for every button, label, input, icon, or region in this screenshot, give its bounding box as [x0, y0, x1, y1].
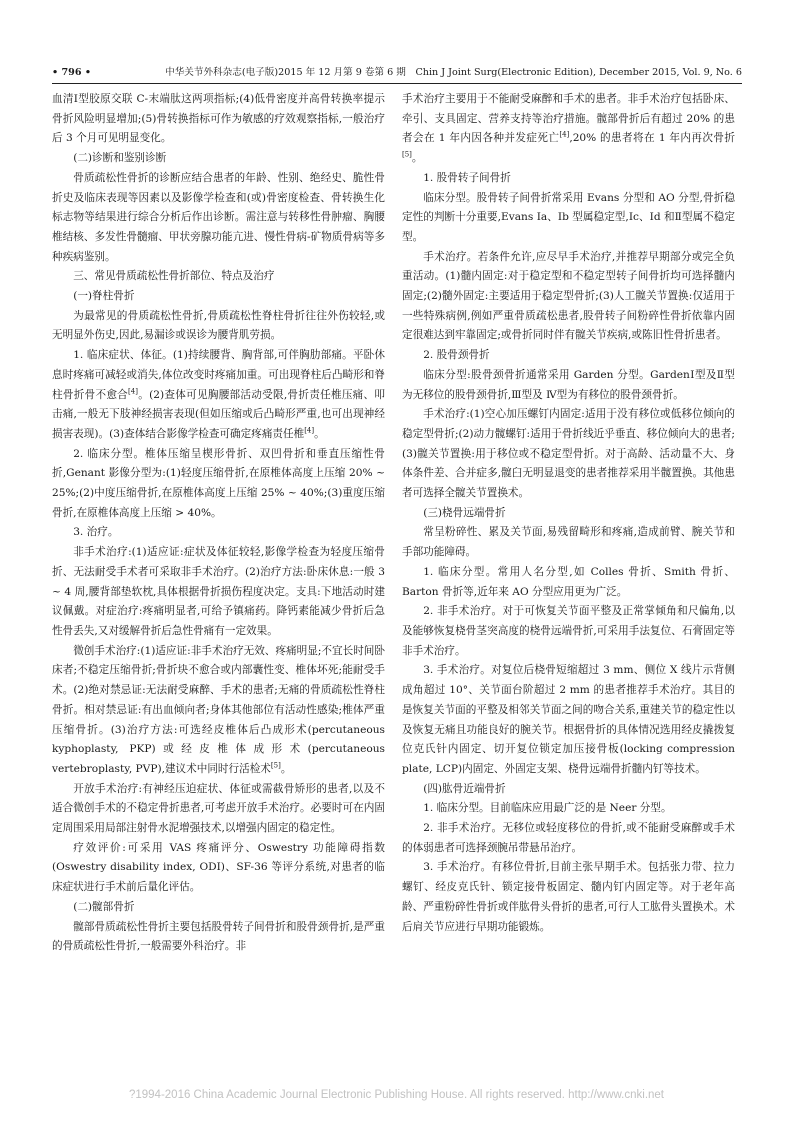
paragraph: 骨质疏松性骨折的诊断应结合患者的年龄、性别、绝经史、脆性骨折史及临床表现等因素以及影像学检查和(或)骨密度检查、骨转换生化标志物等结果进行综合分析后作出诊断。需注意与转移性骨肿瘤、胸腰椎结核、多发性骨髓瘤、甲状旁腺功能亢进、慢性骨病-矿物质骨病等多种疾病鉴别。: [52, 171, 385, 263]
text-run: ,20% 的患者将在 1 年内再次骨折: [569, 132, 735, 145]
citation: [5]: [402, 150, 412, 159]
paragraph: 为最常见的骨质疏松性骨折,骨质疏松性脊柱骨折往往外伤较轻,或无明显外伤史,因此,易漏诊或误诊为腰背肌劳损。: [52, 309, 385, 342]
paragraph: 3. 治疗。: [73, 526, 119, 539]
left-column: [52, 90, 385, 957]
paragraph: 2. 临床分型。椎体压缩呈楔形骨折、双凹骨折和垂直压缩性骨折,Genant 影像分型为:(1)轻度压缩骨折,在原椎体高度上压缩 20% ~ 25%;(2)中度压缩骨折,在原椎体高度上压缩 25% ~ 40%;(3)重度压缩骨折,在原椎体高度上压缩 > 40%。: [52, 447, 385, 519]
paragraph: 手术治疗:(1)空心加压螺钉内固定:适用于没有移位或低移位倾向的稳定型骨折;(2)动力髋螺钉:适用于骨折线近乎垂直、移位倾向大的患者;(3)髋关节置换:用于移位或不稳定型骨折。对于高龄、活动量不大、身体条件差、合并症多,髋臼无明显退变的患者推荐采用半髋置换。其他患者可选择全髋关节置换术。: [402, 408, 735, 500]
citation: [4]: [559, 130, 570, 139]
section-heading: (二)髋部骨折: [73, 900, 135, 913]
text-run: 。: [314, 427, 325, 440]
text-run: 1. 临床症状、体征。(1)持续腰背、胸背部,可伴胸肋部痛。平卧休息时疼痛可减轻或消失,体位改变时疼痛加重。可出现脊柱后凸畸形和脊柱骨折骨不愈合: [52, 349, 385, 401]
citation: [4]: [304, 426, 315, 435]
paragraph: [52, 642, 385, 780]
paragraph: 1. 临床分型。常用人名分型,如 Colles 骨折、Smith 骨折、Barton 骨折等,近年来 AO 分型应用更为广泛。: [402, 565, 735, 598]
right-column: [402, 90, 735, 937]
section-heading: (一)脊柱骨折: [73, 290, 135, 303]
citation: [4]: [128, 387, 138, 396]
paragraph: 1. 临床分型。目前临床应用最广泛的是 Neer 分型。: [423, 802, 672, 815]
section-heading: 三、常见骨质疏松性骨折部位、特点及治疗: [73, 270, 275, 283]
paragraph: 手术治疗。若条件允许,应尽早手术治疗,并推荐早期部分或完全负重活动。(1)髓内固定:对于稳定型和不稳定型转子间骨折均可选择髓内固定;(2)髓外固定:主要适用于稳定型骨折;(3)人工髋关节置换:仅适用于一些特殊病例,例如严重骨质疏松患者,股骨转子间粉碎性骨折依靠内固定很难达到牢靠固定;或骨折同时伴有髋关节疾病,或陈旧性骨折患者。: [402, 250, 735, 342]
text-run: 手术治疗主要用于不能耐受麻醉和手术的患者。非手术治疗包括卧床、牵引、支具固定、营养支持等治疗措施。髋部骨折后有超过 20% 的患者会在 1 年内因各种并发症死亡: [402, 93, 735, 145]
section-heading: (二)诊断和鉴别诊断: [73, 152, 167, 165]
page-number: • 796 •: [52, 67, 91, 78]
section-heading: (三)桡骨远端骨折: [423, 506, 506, 519]
paragraph: 3. 手术治疗。有移位骨折,目前主张早期手术。包括张力带、拉力螺钉、经皮克氏针、锁定接骨板固定、髓内钉内固定等。对于老年高龄、严重粉碎性骨折或伴肱骨头骨折的患者,可行人工肱骨头置换术。术后肩关节应进行早期功能锻炼。: [402, 861, 735, 933]
citation: [5]: [270, 761, 281, 770]
paragraph: 临床分型:股骨颈骨折通常采用 Garden 分型。GardenⅠ型及Ⅱ型为无移位的股骨颈骨折,Ⅲ型及 Ⅳ型为有移位的股骨颈骨折。: [402, 368, 735, 401]
paragraph: [402, 90, 735, 169]
text-run: 。: [411, 152, 423, 165]
page-header: [52, 64, 742, 82]
paragraph: [52, 346, 385, 445]
paragraph: 3. 手术治疗。对复位后桡骨短缩超过 3 mm、侧位 X 线片示背侧成角超过 10°、关节面台阶超过 2 mm 的患者推荐手术治疗。其目的是恢复关节面的平整及相邻关节面之间的吻合关系,重建关节的稳定性以及恢复无痛且功能良好的腕关节。根据骨折的具体情况选用经皮撬拨复位克氏针内固定、切开复位锁定加压接骨板(locking compression plate, LCP)内固定、外固定支架、桡骨远端骨折髓内钉等技术。: [402, 664, 735, 775]
header-rule: [52, 83, 742, 84]
section-heading: 2. 股骨颈骨折: [423, 349, 490, 362]
paragraph: 疗效评价:可采用 VAS 疼痛评分、Oswestry 功能障碍指数(Oswestry disability index, ODI)、SF-36 等评分系统,对患者的临床症状进行手术前后量化评估。: [52, 841, 385, 894]
paragraph: 非手术治疗:(1)适应证:症状及体征较轻,影像学检查为轻度压缩骨折、无法耐受手术者可采取非手术治疗。(2)治疗方法:卧床休息:一般 3 ~ 4 周,腰背部垫软枕,具体根据骨折损伤程度决定。支具:下地活动时建议佩戴。对症治疗:疼痛明显者,可给予镇痛药。降钙素能减少骨折后急性骨丢失,又对缓解骨折后急性骨痛有一定效果。: [52, 546, 385, 637]
copyright-footer: ?1994-2016 China Academic Journal Electronic Publishing House. All rights reserved. http://www.cnki.net: [128, 1089, 665, 1101]
text-run: 。: [280, 762, 292, 775]
paragraph: 临床分型。股骨转子间骨折常采用 Evans 分型和 AO 分型,骨折稳定性的判断十分重要,Evans Ⅰa、Ⅰb 型属稳定型,Ⅰc、Ⅰd 和Ⅱ型属不稳定型。: [402, 191, 735, 243]
paragraph: 2. 非手术治疗。无移位或轻度移位的骨折,或不能耐受麻醉或手术的体弱患者可选择颈腕吊带悬吊治疗。: [402, 822, 735, 854]
section-heading: 1. 股骨转子间骨折: [423, 171, 511, 184]
text-run: 微创手术治疗:(1)适应证:非手术治疗无效、疼痛明显;不宜长时间卧床者;不稳定压缩骨折;骨折块不愈合或内部囊性变、椎体坏死;能耐受手术。(2)绝对禁忌证:无法耐受麻醉、手术的患者;无痛的骨质疏松性脊柱骨折。相对禁忌证:有出血倾向者;身体其他部位有活动性感染;椎体严重压缩骨折。(3)治疗方法:可选经皮椎体后凸成形术(percutaneous kyphoplasty, PKP)或经皮椎体成形术(percutaneous vertebroplasty, PVP),建议术中同时行活检术: [52, 644, 385, 775]
paragraph: 髋部骨质疏松性骨折主要包括股骨转子间骨折和股骨颈骨折,是严重的骨质疏松性骨折,一般需要外科治疗。非: [52, 920, 385, 953]
running-title: 中华关节外科杂志(电子版)2015 年 12 月第 9 卷第 6 期 Chin J Joint Surg(Electronic Edition), December 2015, Vol. 9, No. 6: [165, 67, 742, 78]
section-heading: (四)肱骨近端骨折: [423, 782, 506, 795]
paragraph: 开放手术治疗:有神经压迫症状、体征或需截骨矫形的患者,以及不适合微创手术的不稳定骨折患者,可考虑开放手术治疗。必要时可在内固定周围采用局部注射骨水泥增强技术,以增强内固定的稳定性。: [52, 782, 385, 835]
paragraph: 2. 非手术治疗。对于可恢复关节面平整及正常掌倾角和尺偏角,以及能够恢复桡骨茎突高度的桡骨远端骨折,可采用手法复位、石膏固定等非手术治疗。: [402, 605, 735, 657]
paragraph: 常呈粉碎性、累及关节面,易残留畸形和疼痛,造成前臂、腕关节和手部功能障碍。: [402, 526, 735, 559]
text-run: 。(2)查体可见胸腰部活动受限,骨折责任椎压痛、叩击痛,一般无下肢神经损害表现(但如压缩或后凸畸形严重,也可出现神经损害表现)。(3)查体结合影像学检查可确定疼痛责任椎: [52, 388, 386, 440]
paragraph: 血清Ⅰ型胶原交联 C-末端肽这两项指标;(4)低骨密度并高骨转换率提示骨折风险明显增加;(5)骨转换指标可作为敏感的疗效观察指标,一般治疗后 3 个月可见明显变化。: [52, 93, 385, 145]
